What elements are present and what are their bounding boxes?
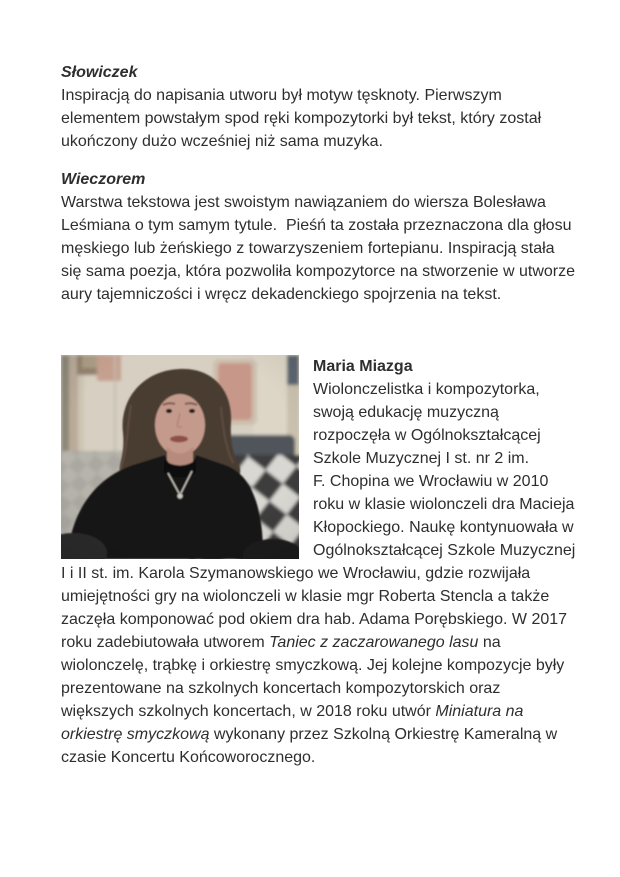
piece-title-slowiczek: Słowiczek xyxy=(61,64,138,81)
composer-name: Maria Miazga xyxy=(313,358,413,375)
composer-portrait-photo xyxy=(61,355,299,559)
photo-vignette xyxy=(61,355,299,559)
piece-description-slowiczek: Inspiracją do napisania utworu był motyw tęsknoty. Pierwszym elementem powstałym spod ręki kompozytorki był tekst, który został ukończony dużo wcześniej niż sama muzyka. xyxy=(61,87,542,150)
piece-note-slowiczek xyxy=(61,61,577,153)
composer-bio-section xyxy=(61,355,577,769)
bio-text-part-3: wykonany przez Szkolną Orkiestrę Kameralną w czasie Koncertu Końcoworocznego. xyxy=(61,726,558,766)
piece-note-wieczorem xyxy=(61,168,577,306)
piece-description-wieczorem: Warstwa tekstowa jest swoistym nawiązaniem do wiersza Bolesława Leśmiana o tym samym tytule. Pieśń ta została przeznaczona dla głosu męskiego lub żeńskiego z towarzyszeniem fortepianu. Inspiracją stała się sama poezja, która pozwoliła kompozytorce na stworzenie w utworze aury tajemniczości i wręcz dekadenckiego spojrzenia na tekst. xyxy=(61,194,576,303)
work-title-taniec: Taniec z zaczarowanego lasu xyxy=(269,634,479,651)
bio-text-part-1: Wiolonczelistka i kompozytorka, swoją edukację muzyczną rozpoczęła w Ogólnokształcącej Szkole Muzycznej I st. nr 2 im. F. Chopina we Wrocławiu w 2010 roku w klasie wiolonczeli dra Macieja Kłopockiego. Naukę kontynuowała w Ogólnokształcącej Szkole Muzycznej I i II st. im. Karola Szymanowskiego we Wrocławiu, gdzie rozwijała umiejętności gry na wiolonczeli w klasie mgr Roberta Stencla a także zaczęła komponować pod okiem dra hab. Adama Porębskiego. W 2017 roku zadebiutowała utworem xyxy=(61,381,576,651)
portrait-illustration xyxy=(61,355,299,559)
work-title-miniatura: Miniatura na orkiestrę smyczkową xyxy=(61,703,524,743)
bio-text-part-2: na wiolonczelę, trąbkę i orkiestrę smyczkową. Jej kolejne kompozycje były prezentowane na szkolnych koncertach kompozytorskich oraz większych szkolnych koncertach, w 2018 roku utwór xyxy=(61,634,565,720)
piece-title-wieczorem: Wieczorem xyxy=(61,171,146,188)
